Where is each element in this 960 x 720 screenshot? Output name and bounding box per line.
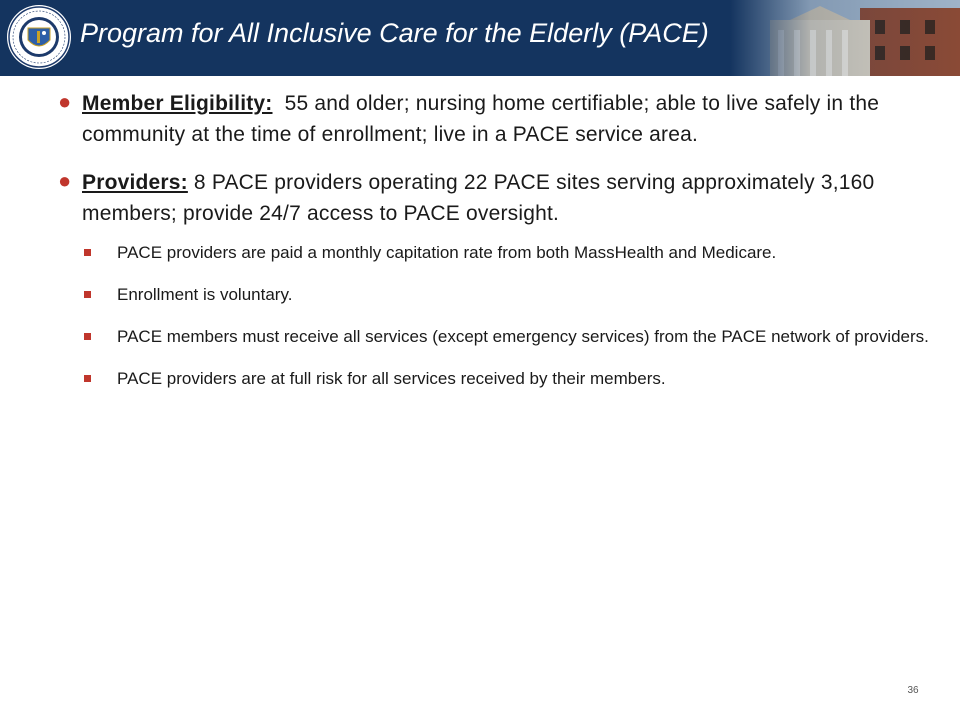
sub-bullet-text: PACE members must receive all services (except emergency services) from the PACE network of providers. xyxy=(117,327,929,346)
sub-bullet-text: Enrollment is voluntary. xyxy=(117,285,293,304)
bullet-text xyxy=(82,167,938,229)
sub-bullet-item xyxy=(84,369,938,389)
bullet-text xyxy=(82,88,938,150)
square-bullet-icon xyxy=(84,333,91,340)
square-bullet-icon xyxy=(84,249,91,256)
bullet-lead: Member Eligibility: xyxy=(82,92,273,115)
sub-bullet-item xyxy=(84,327,938,347)
sub-bullet-item xyxy=(84,243,938,263)
slide-header xyxy=(0,0,960,76)
sub-bullet-item xyxy=(84,285,938,305)
massachusetts-seal-icon xyxy=(6,4,72,70)
bullet-providers xyxy=(58,167,938,229)
bullet-lead: Providers: xyxy=(82,171,188,194)
slide-body xyxy=(58,88,938,411)
page-number: 36 xyxy=(907,685,919,696)
sub-bullet-text: PACE providers are paid a monthly capitation rate from both MassHealth and Medicare. xyxy=(117,243,777,262)
bullet-icon: ● xyxy=(58,168,72,193)
bullet-body: 8 PACE providers operating 22 PACE sites serving approximately 3,160 members; provide 24/7 access to PACE oversight. xyxy=(82,171,881,225)
sub-bullet-list xyxy=(58,243,938,389)
bullet-icon: ● xyxy=(58,89,72,114)
bullet-member-eligibility xyxy=(58,88,938,150)
square-bullet-icon xyxy=(84,375,91,382)
sub-bullet-text: PACE providers are at full risk for all services received by their members. xyxy=(117,369,666,388)
slide-title: Program for All Inclusive Care for the Elderly (PACE) xyxy=(80,18,709,48)
square-bullet-icon xyxy=(84,291,91,298)
state-house-photo xyxy=(730,0,960,76)
bullet-body: 55 and older; nursing home certifiable; able to live safely in the community at the time of enrollment; live in a PACE service area. xyxy=(82,92,886,146)
